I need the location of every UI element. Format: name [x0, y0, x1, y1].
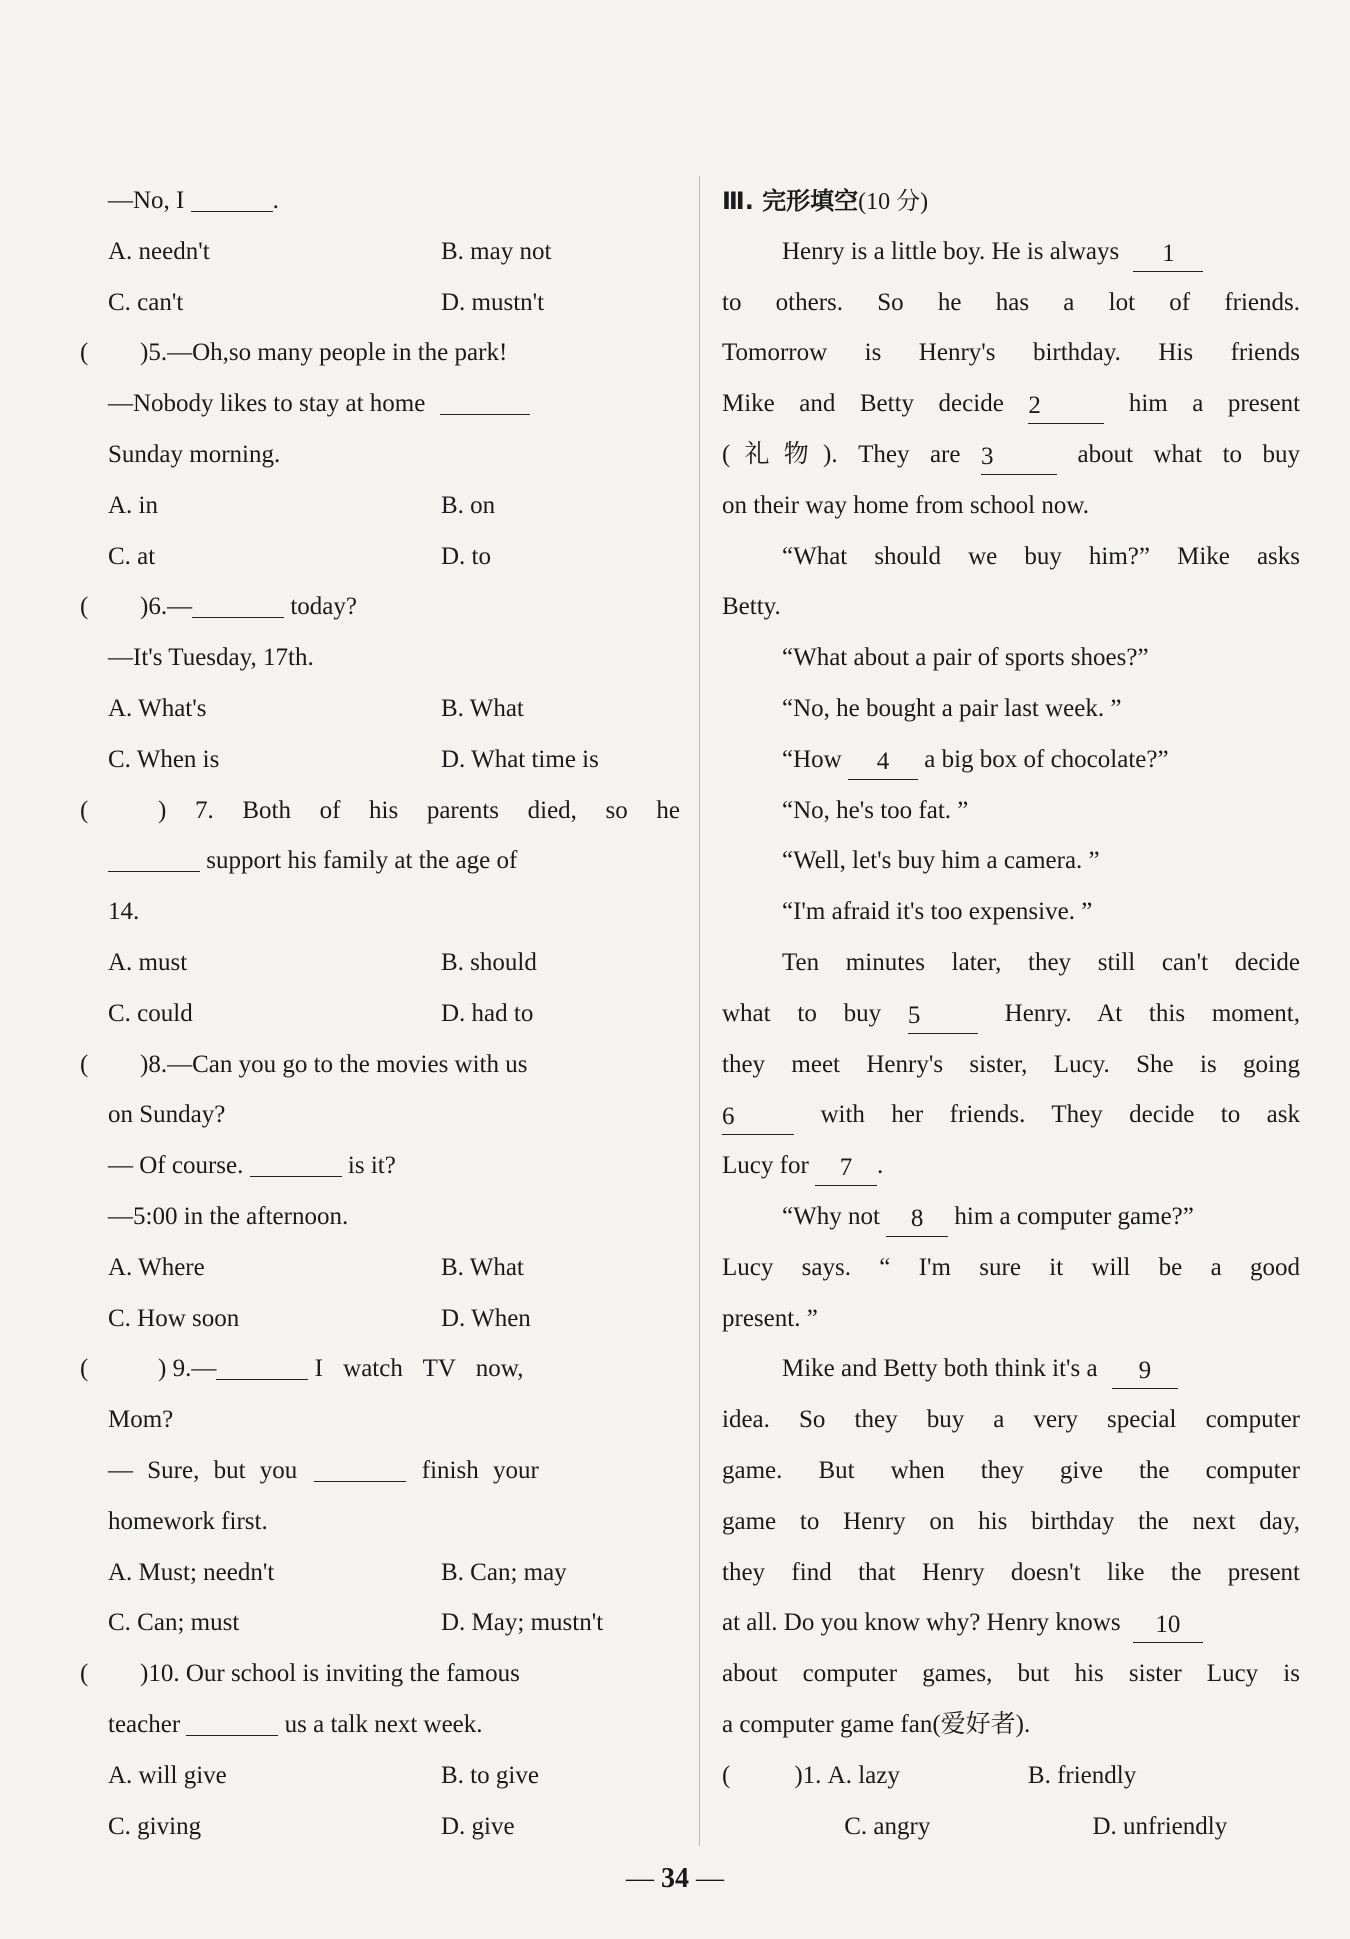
q10-options-row-1	[108, 1751, 680, 1802]
option-d: D. What time is	[441, 745, 599, 773]
page-footer: — 34 —	[626, 1863, 724, 1894]
q5-line-2: —Nobody likes to stay at home	[108, 379, 680, 430]
option-c: C. Can; must	[108, 1609, 240, 1637]
passage-line: “Well, let's buy him a camera. ”	[782, 847, 1100, 875]
numbered-blank: 9	[1112, 1356, 1178, 1389]
q6-stem: ( )6.— today?	[108, 582, 680, 633]
q6-options-row-1	[108, 684, 680, 735]
answer-blank	[192, 587, 284, 618]
numbered-blank: 10	[1133, 1610, 1203, 1643]
passage-line: Tomorrow is Henry's birthday. His friends	[722, 339, 1300, 367]
passage-line: about computer games, but his sister Lucy is	[722, 1660, 1300, 1688]
passage-line: Mike and Betty both think it's a 9	[722, 1344, 1300, 1395]
q5-options-row-2	[108, 532, 680, 583]
passage-line: 6 with her friends. They decide to ask	[722, 1090, 1300, 1141]
option-a: A. must	[108, 948, 188, 976]
answer-blank	[191, 181, 273, 212]
option-b: B. friendly	[1027, 1761, 1137, 1789]
option-c: C. can't	[108, 288, 184, 316]
q9-stem: ( ) 9.— I watch TV now,	[108, 1344, 680, 1395]
option-b: B. What	[441, 694, 524, 722]
question-number: ) 7.	[158, 796, 214, 824]
page-number: 34	[661, 1863, 689, 1894]
column-divider	[699, 176, 700, 1846]
passage-line: what to buy 5 Henry. At this moment,	[722, 989, 1300, 1040]
answer-blank	[108, 841, 200, 872]
option-c: C. When is	[108, 745, 220, 773]
answer-blank	[250, 1146, 342, 1177]
answer-paren: (	[80, 593, 89, 621]
option-d: D. May; mustn't	[441, 1609, 604, 1637]
option-a: A. lazy	[827, 1761, 900, 1789]
passage-line: a computer game fan(爱好者).	[722, 1710, 1031, 1738]
numbered-blank: 3	[981, 442, 1057, 475]
numbered-blank: 2	[1028, 391, 1104, 424]
option-a: A. Must; needn't	[108, 1558, 275, 1586]
numbered-blank: 6	[722, 1102, 794, 1135]
option-b: B. to give	[441, 1761, 539, 1789]
option-a: A. What's	[108, 694, 207, 722]
passage-line: on their way home from school now.	[722, 491, 1090, 519]
option-d: D. unfriendly	[1092, 1812, 1228, 1840]
q8-options-row-1	[108, 1243, 680, 1294]
answer-blank	[216, 1349, 308, 1380]
passage-line: game. But when they give the computer	[722, 1456, 1300, 1484]
q9-line-2: Mom?	[108, 1406, 174, 1434]
cloze-q1-row-1	[722, 1751, 1300, 1802]
q6-options-row-2	[108, 735, 680, 786]
passage-line: Mike and Betty decide 2 him a present	[722, 379, 1300, 430]
q8-line-4: —5:00 in the afternoon.	[108, 1202, 349, 1230]
q9-options-row-2	[108, 1598, 680, 1649]
passage-line: “No, he bought a pair last week. ”	[782, 694, 1122, 722]
passage-line: at all. Do you know why? Henry knows 10	[722, 1598, 1300, 1649]
question-number: )10.	[140, 1660, 180, 1688]
q8-stem: ( )8.—Can you go to the movies with us	[108, 1040, 680, 1091]
numbered-blank: 8	[886, 1204, 948, 1237]
option-c: C. could	[108, 999, 193, 1027]
passage-line: Ten minutes later, they still can't decide	[782, 948, 1300, 976]
question-number: )1.	[794, 1761, 822, 1789]
passage-line: game to Henry on his birthday the next day,	[722, 1507, 1300, 1535]
q9-line-3: — Sure, but you finish your	[108, 1446, 680, 1497]
q5-line-3: Sunday morning.	[108, 440, 281, 468]
q4-options-row-1	[108, 227, 680, 278]
option-d: D. give	[441, 1812, 515, 1840]
option-c: C. at	[108, 542, 156, 570]
option-c: C. How soon	[108, 1304, 240, 1332]
q8-options-row-2	[108, 1294, 680, 1345]
option-c: C. angry	[844, 1812, 931, 1840]
passage-line: “How 4 a big box of chocolate?”	[722, 735, 1300, 786]
numbered-blank: 7	[815, 1153, 877, 1186]
option-d: D. When	[441, 1304, 531, 1332]
left-column	[80, 176, 680, 1852]
section-heading: Ⅲ. 完形填空(10 分)	[722, 187, 929, 215]
q7-line-3: 14.	[108, 898, 140, 926]
option-b: B. Can; may	[441, 1558, 567, 1586]
answer-blank	[186, 1705, 278, 1736]
passage-line: Lucy for 7 .	[722, 1141, 1300, 1192]
q5-stem: ( )5.—Oh,so many people in the park!	[108, 328, 680, 379]
q10-line-2: teacher us a talk next week.	[108, 1700, 680, 1751]
answer-paren: (	[722, 1761, 731, 1789]
question-number: ) 9.	[158, 1355, 192, 1383]
q4-stem: —No, I .	[108, 176, 680, 227]
option-a: A. Where	[108, 1253, 205, 1281]
q7-stem: ( ) 7. Both of his parents died, so he	[108, 786, 680, 837]
section-points: (10 分)	[858, 189, 929, 215]
option-b: B. may not	[441, 237, 552, 265]
passage-line: to others. So he has a lot of friends.	[722, 288, 1300, 316]
q7-options-row-1	[108, 938, 680, 989]
q8-line-3: — Of course. is it?	[108, 1141, 680, 1192]
q9-options-row-1	[108, 1548, 680, 1599]
option-b: B. What	[441, 1253, 524, 1281]
cloze-q1-row-2	[722, 1802, 1300, 1853]
q8-line-2: on Sunday?	[108, 1101, 226, 1129]
passage-line: Betty.	[722, 593, 781, 621]
answer-blank	[314, 1451, 406, 1482]
option-c: C. giving	[108, 1812, 202, 1840]
option-d: D. mustn't	[441, 288, 545, 316]
passage-line: “What about a pair of sports shoes?”	[782, 644, 1149, 672]
option-b: B. on	[441, 491, 496, 519]
q4-options-row-2	[108, 278, 680, 329]
passage-line: present. ”	[722, 1304, 818, 1332]
answer-paren: (	[80, 1355, 89, 1383]
q10-options-row-2	[108, 1802, 680, 1853]
q7-options-row-2	[108, 989, 680, 1040]
passage-line: Lucy says. “ I'm sure it will be a good	[722, 1253, 1300, 1281]
question-number: )8.	[140, 1050, 168, 1078]
passage-line: “I'm afraid it's too expensive. ”	[782, 898, 1093, 926]
passage-line: “Why not 8 him a computer game?”	[722, 1192, 1300, 1243]
passage-line: “What should we buy him?” Mike asks	[782, 542, 1300, 570]
numbered-blank: 1	[1133, 239, 1203, 272]
passage-line: (礼物). They are 3 about what to buy	[722, 430, 1300, 481]
answer-paren: (	[80, 796, 89, 824]
passage-line: Henry is a little boy. He is always 1	[722, 227, 1300, 278]
q7-line-2: support his family at the age of	[108, 836, 680, 887]
passage-line: they find that Henry doesn't like the present	[722, 1558, 1300, 1586]
passage-line: idea. So they buy a very special computer	[722, 1406, 1300, 1434]
q10-stem: ( )10. Our school is inviting the famous	[108, 1649, 680, 1700]
option-d: D. had to	[441, 999, 534, 1027]
answer-paren: (	[80, 1050, 89, 1078]
numbered-blank: 5	[908, 1001, 978, 1034]
option-a: A. in	[108, 491, 158, 519]
option-a: A. needn't	[108, 237, 210, 265]
option-d: D. to	[441, 542, 491, 570]
question-number: )5.	[140, 339, 168, 367]
q5-options-row-1	[108, 481, 680, 532]
answer-blank	[440, 384, 530, 415]
passage-line: they meet Henry's sister, Lucy. She is going	[722, 1050, 1300, 1078]
answer-paren: (	[80, 1660, 89, 1688]
option-b: B. should	[441, 948, 537, 976]
numbered-blank: 4	[848, 747, 918, 780]
q9-line-4: homework first.	[108, 1507, 268, 1535]
passage-line: “No, he's too fat. ”	[782, 796, 969, 824]
option-a: A. will give	[108, 1761, 227, 1789]
answer-paren: (	[80, 339, 89, 367]
right-column	[722, 176, 1300, 1852]
q6-line-2: —It's Tuesday, 17th.	[108, 644, 314, 672]
question-number: )6.	[140, 593, 168, 621]
